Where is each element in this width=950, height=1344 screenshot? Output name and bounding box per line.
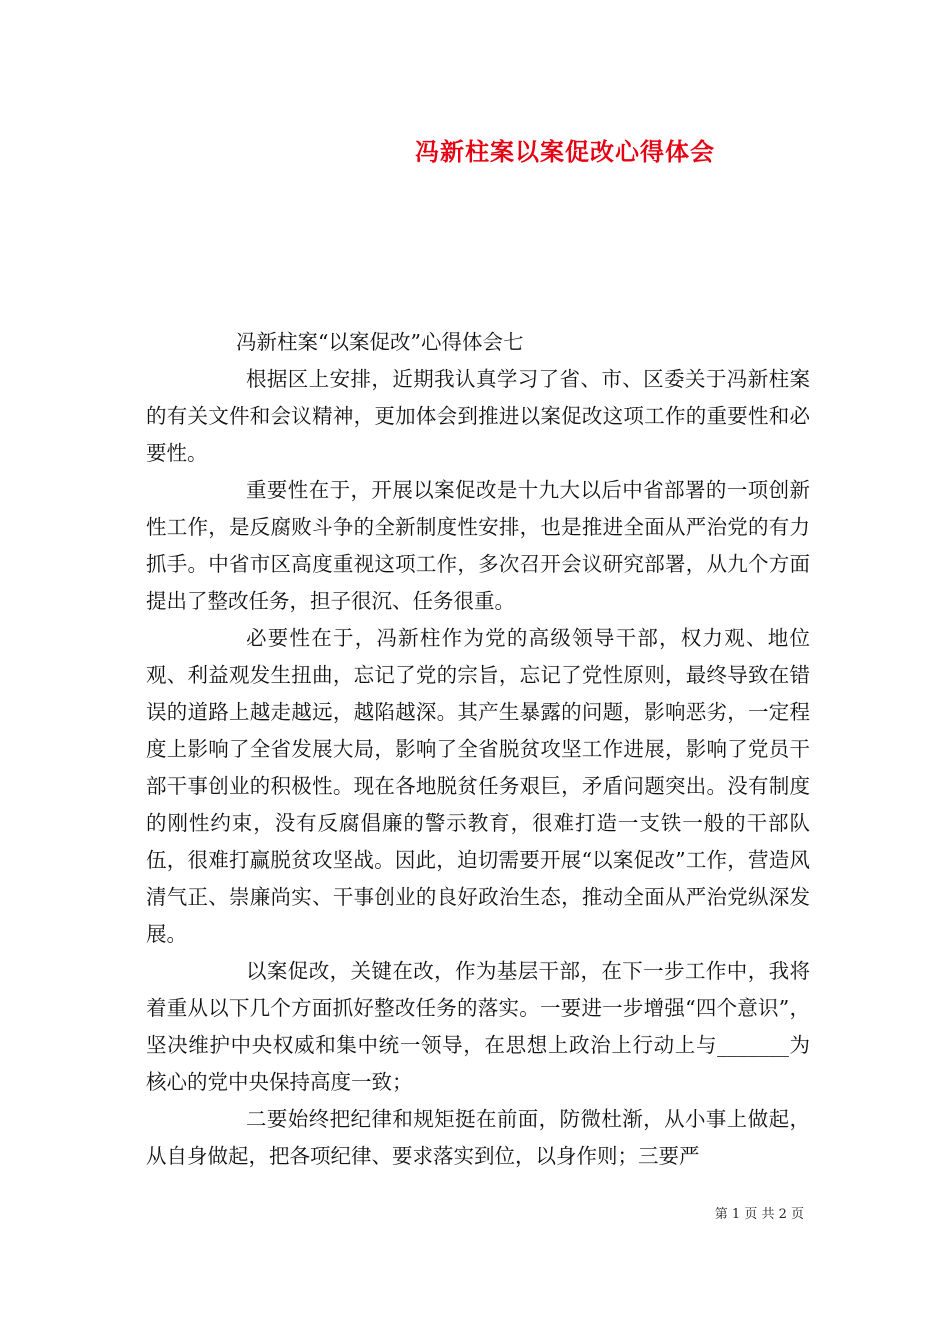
paragraph: 以案促改，关键在改，作为基层干部，在下一步工作中，我将着重从以下几个方面抓好整改任务的落实。一要进一步增强“四个意识”，坚决维护中央权威和集中统一领导，在思想上政治上行动上与_______为核心的党中央保持高度一致； [146, 959, 810, 1094]
page-number: 第 1 页 共 2 页 [714, 1207, 804, 1222]
document-title: 冯新柱案以案促改心得体会 [415, 137, 715, 166]
paragraph: 必要性在于，冯新柱作为党的高级领导干部，权力观、地位观、利益观发生扭曲，忘记了党的宗旨，忘记了党性原则，最终导致在错误的道路上越走越远，越陷越深。其产生暴露的问题，影响恶劣，一定程度上影响了全省发展大局，影响了全省脱贫攻坚工作进展，影响了党员干部干事创业的积极性。现在各地脱贫任务艰巨，矛盾问题突出。没有制度的刚性约束，没有反腐倡廉的警示教育，很难打造一支铁一般的干部队伍，很难打赢脱贫攻坚战。因此，迫切需要开展“以案促改”工作，营造风清气正、崇廉尚实、干事创业的良好政治生态，推动全面从严治党纵深发展。 [146, 626, 810, 946]
document-subtitle: 冯新柱案“以案促改”心得体会七 [236, 330, 524, 354]
paragraph: 二要始终把纪律和规矩挺在前面，防微杜渐，从小事上做起，从自身做起，把各项纪律、要求落实到位，以身作则；三要严 [146, 1107, 810, 1168]
document-body [146, 324, 810, 1175]
paragraph: 重要性在于，开展以案促改是十九大以后中省部署的一项创新性工作，是反腐败斗争的全新制度性安排，也是推进全面从严治党的有力抓手。中省市区高度重视这项工作，多次召开会议研究部署，从九个方面提出了整改任务，担子很沉、任务很重。 [146, 478, 810, 613]
paragraph: 根据区上安排，近期我认真学习了省、市、区委关于冯新柱案的有关文件和会议精神，更加体会到推进以案促改这项工作的重要性和必要性。 [146, 367, 810, 465]
